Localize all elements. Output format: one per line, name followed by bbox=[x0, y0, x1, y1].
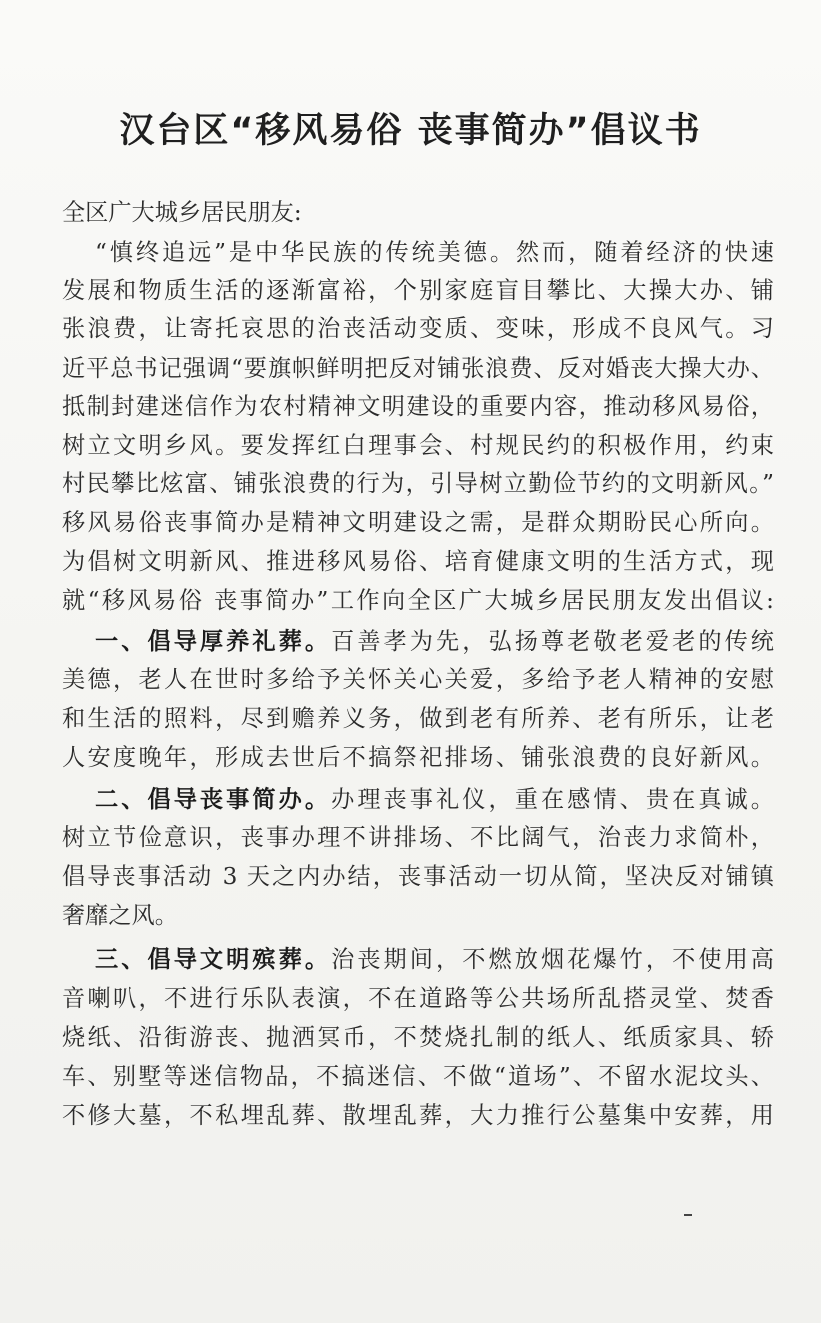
section-1-heading: 一、倡导厚养礼葬。 bbox=[95, 628, 332, 655]
section-2-text: 办理丧事礼仪，重在感情、贵在真诚。 bbox=[331, 786, 774, 813]
section-2-heading: 二、倡导丧事简办。 bbox=[95, 786, 332, 813]
scan-mark bbox=[684, 1214, 692, 1216]
intro-line: 移风易俗丧事简办是精神文明建设之需，是群众期盼民心所向。 bbox=[62, 509, 774, 536]
section-3-text: 治丧期间，不燃放烟花爆竹，不使用高 bbox=[331, 946, 774, 973]
section-2-line: 倡导丧事活动 3 天之内办结，丧事活动一切从简，坚决反对铺镇 bbox=[62, 863, 774, 890]
section-1-line: 人安度晚年，形成去世后不搞祭祀排场、铺张浪费的良好新风。 bbox=[62, 744, 774, 771]
section-1-text: 百善孝为先，弘扬尊老敬老爱老的传统 bbox=[331, 628, 774, 655]
intro-line: 近平总书记强调“要旗帜鲜明把反对铺张浪费、反对婚丧大操大办、 bbox=[62, 355, 774, 382]
section-1-first-line bbox=[95, 627, 774, 657]
section-3-heading: 三、倡导文明殡葬。 bbox=[95, 946, 332, 973]
section-2-first-line bbox=[95, 785, 774, 815]
section-2-line: 树立节俭意识，丧事办理不讲排场、不比阔气，治丧力求简朴， bbox=[62, 824, 774, 851]
section-3-line: 音喇叭，不进行乐队表演，不在道路等公共场所乱搭灵堂、焚香 bbox=[62, 985, 774, 1012]
section-3-line: 烧纸、沿街游丧、抛洒冥币，不焚烧扎制的纸人、纸质家具、轿 bbox=[62, 1024, 774, 1051]
section-3-line: 不修大墓，不私埋乱葬、散埋乱葬，大力推行公墓集中安葬，用 bbox=[62, 1102, 774, 1129]
intro-line: “慎终追远”是中华民族的传统美德。然而，随着经济的快速 bbox=[95, 239, 774, 266]
section-1-line: 和生活的照料，尽到赡养义务，做到老有所养、老有所乐，让老 bbox=[62, 705, 774, 732]
section-3-line: 车、别墅等迷信物品，不搞迷信、不做“道场”、不留水泥坟头、 bbox=[62, 1063, 774, 1090]
document-title: 汉台区“移风易俗 丧事简办”倡议书 bbox=[119, 111, 702, 151]
section-3-first-line bbox=[95, 945, 774, 975]
greeting: 全区广大城乡居民朋友: bbox=[62, 199, 302, 226]
intro-line: 发展和物质生活的逐渐富裕，个别家庭盲目攀比、大操大办、铺 bbox=[62, 277, 774, 304]
intro-line: 就“移风易俗 丧事简办”工作向全区广大城乡居民朋友发出倡议: bbox=[62, 587, 774, 614]
intro-line: 村民攀比炫富、铺张浪费的行为，引导树立勤俭节约的文明新风。” bbox=[62, 470, 774, 497]
intro-line: 张浪费，让寄托哀思的治丧活动变质、变味，形成不良风气。习 bbox=[62, 315, 774, 342]
intro-line: 抵制封建迷信作为农村精神文明建设的重要内容，推动移风易俗， bbox=[62, 393, 774, 420]
section-2-line: 奢靡之风。 bbox=[62, 902, 178, 929]
section-1-line: 美德，老人在世时多给予关怀关心关爱，多给予老人精神的安慰 bbox=[62, 666, 774, 693]
intro-line: 树立文明乡风。要发挥红白理事会、村规民约的积极作用，约束 bbox=[62, 432, 774, 459]
intro-line: 为倡树文明新风、推进移风易俗、培育健康文明的生活方式，现 bbox=[62, 548, 774, 575]
